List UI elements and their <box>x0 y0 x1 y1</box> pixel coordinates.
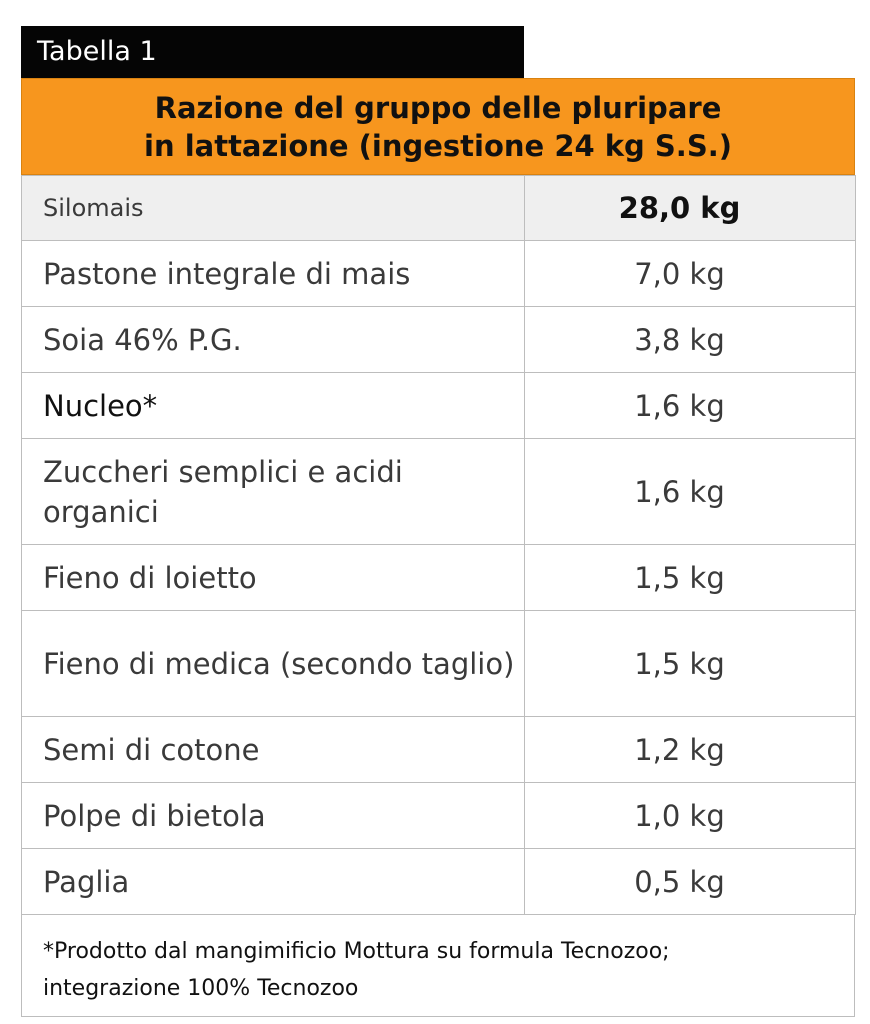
ingredient-name: Polpe di bietola <box>22 783 525 849</box>
table-row <box>22 545 856 611</box>
ingredient-name: Paglia <box>22 849 525 915</box>
ingredient-quantity: 1,6 kg <box>525 439 856 545</box>
ingredient-quantity: 1,5 kg <box>525 545 856 611</box>
table-title-line-2: in lattazione (ingestione 24 kg S.S.) <box>144 128 732 163</box>
table-row <box>22 849 856 915</box>
ration-table-figure <box>21 26 855 1017</box>
ingredient-quantity: 28,0 kg <box>525 176 856 241</box>
table-row <box>22 176 856 241</box>
table-title <box>21 78 855 175</box>
ingredient-quantity: 1,0 kg <box>525 783 856 849</box>
ingredient-quantity: 1,2 kg <box>525 717 856 783</box>
ingredient-quantity: 0,5 kg <box>525 849 856 915</box>
table-row <box>22 307 856 373</box>
table-footnote <box>21 915 855 1017</box>
table-row <box>22 373 856 439</box>
ration-table <box>21 175 856 915</box>
ingredient-name: Nucleo* <box>22 373 525 439</box>
ingredient-name: Fieno di medica (secondo taglio) <box>22 611 525 717</box>
footnote-line-2: integrazione 100% Tecnozoo <box>43 976 359 1001</box>
ingredient-name: Silomais <box>22 176 525 241</box>
table-row <box>22 241 856 307</box>
ingredient-quantity: 3,8 kg <box>525 307 856 373</box>
table-title-line-1: Razione del gruppo delle pluripare <box>154 90 722 125</box>
ingredient-name: Semi di cotone <box>22 717 525 783</box>
ingredient-name: Fieno di loietto <box>22 545 525 611</box>
table-row <box>22 439 856 545</box>
ingredient-name: Soia 46% P.G. <box>22 307 525 373</box>
ingredient-quantity: 7,0 kg <box>525 241 856 307</box>
ingredient-name: Pastone integrale di mais <box>22 241 525 307</box>
ingredient-name: Zuccheri semplici e acidi organici <box>22 439 525 545</box>
table-row <box>22 783 856 849</box>
ingredient-quantity: 1,6 kg <box>525 373 856 439</box>
table-tag: Tabella 1 <box>21 26 524 78</box>
table-row <box>22 611 856 717</box>
footnote-line-1: *Prodotto dal mangimificio Mottura su formula Tecnozoo; <box>43 939 670 964</box>
ingredient-quantity: 1,5 kg <box>525 611 856 717</box>
table-row <box>22 717 856 783</box>
